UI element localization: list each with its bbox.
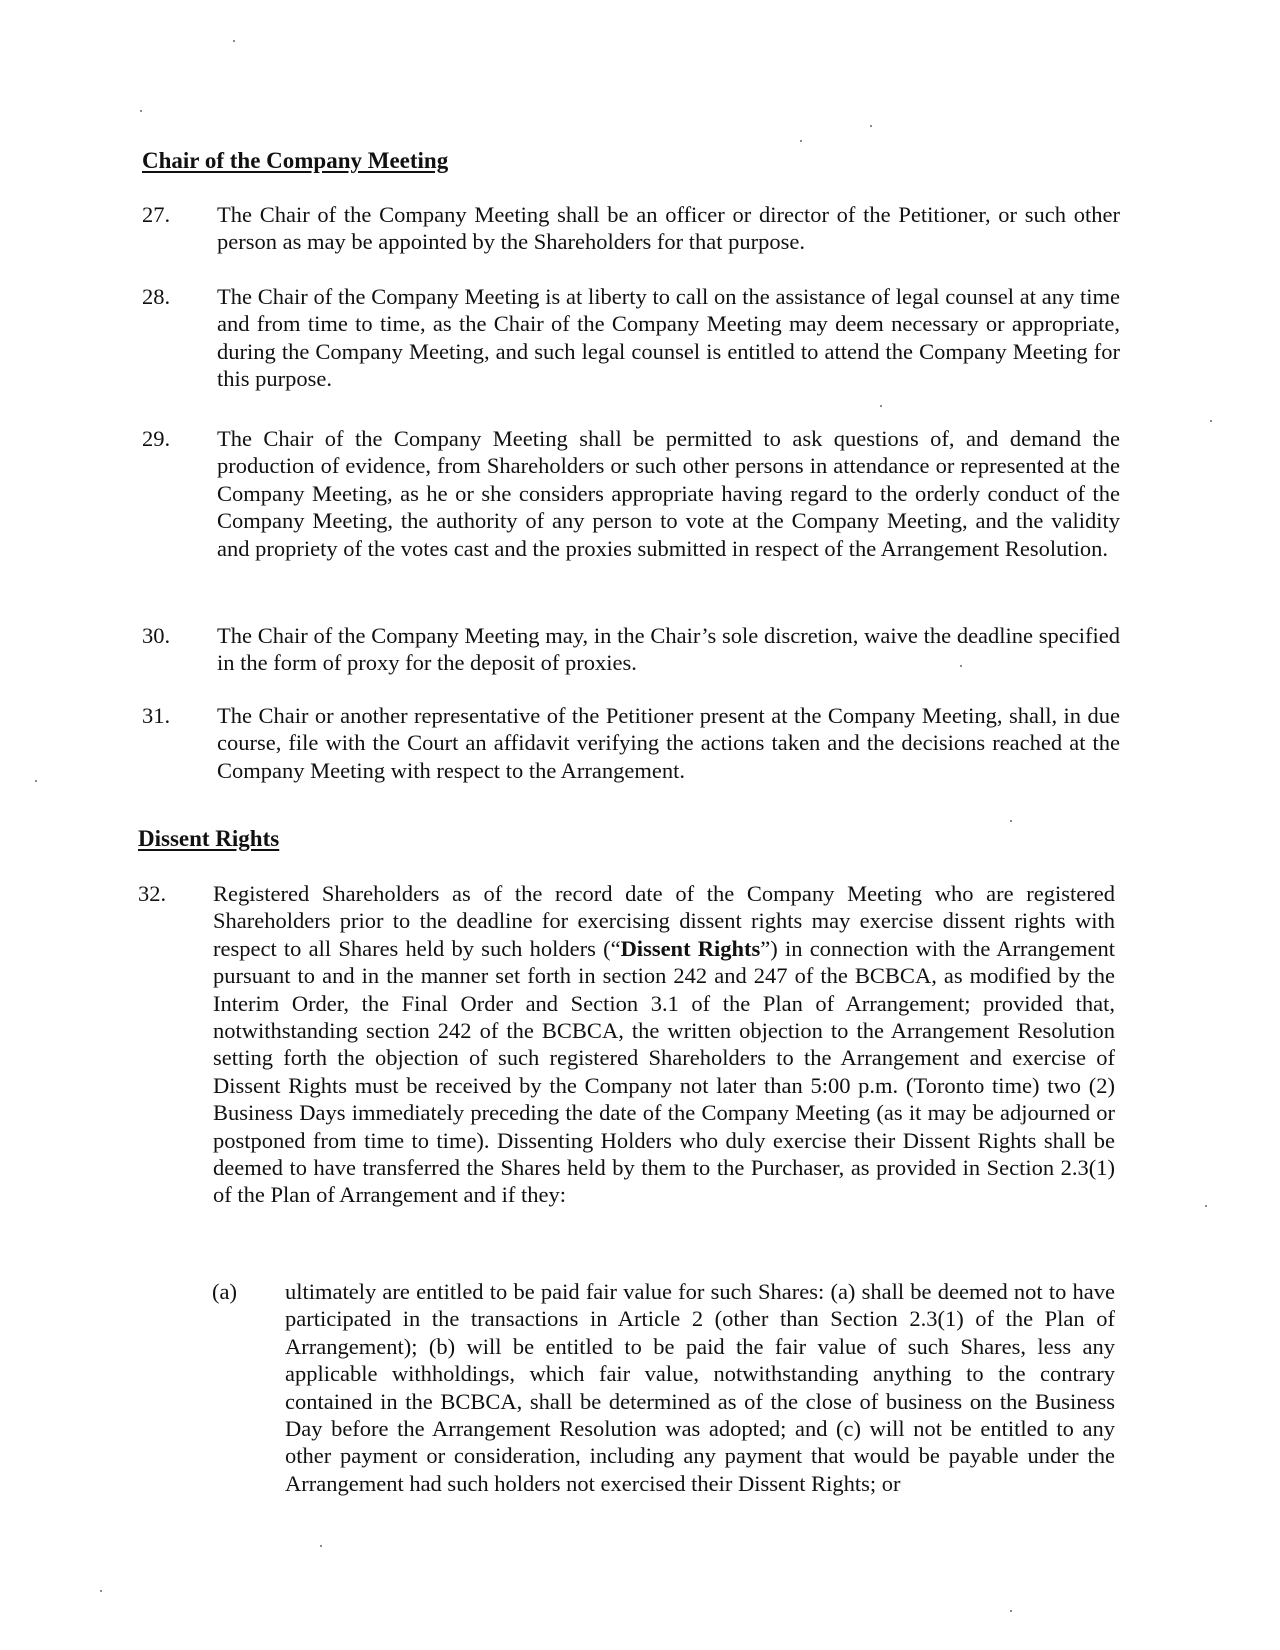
paragraph-text-after: ”) in connection with the Arrangement pursuant to and in the manner set forth in section 242 and 247 of the BCBCA, as modified by the Interim Order, the Final Order and Section 3.1 of the Plan of Arrangement; provided that, notwithstanding section 242 of the BCBCA, the written objection to the Arrangement Resolution setting forth the objection of such registered Shareholders to the Arrangement and exercise of Dissent Rights must be received by the Company not later than 5:00 p.m. (Toronto time) two (2) Business Days immediately preceding the date of the Company Meeting (as it may be adjourned or postponed from time to time). Dissenting Holders who duly exercise their Dissent Rights shall be deemed to have transferred the Shares held by them to the Purchaser, as provided in Section 2.3(1) of the Plan of Arrangement and if they:	[213, 935, 1115, 1208]
scan-speck	[100, 1590, 102, 1592]
section-heading-chair: Chair of the Company Meeting	[142, 148, 449, 173]
paragraph-text: The Chair of the Company Meeting shall be an officer or director of the Petitioner, or such other person as may be appointed by the Shareholders for that purpose.	[217, 202, 1120, 255]
paragraph-28	[142, 283, 1120, 393]
subparagraph-a	[212, 1278, 1115, 1497]
scan-speck	[140, 110, 142, 112]
paragraph-29	[142, 425, 1120, 562]
paragraph-27	[142, 201, 1120, 256]
paragraph-number: 32.	[138, 881, 167, 906]
paragraph-text: The Chair of the Company Meeting is at liberty to call on the assistance of legal counsel at any time and from time to time, as the Chair of the Company Meeting may deem necessary or appropriate, during the Company Meeting, and such legal counsel is entitled to attend the Company Meeting for this purpose.	[217, 284, 1120, 392]
paragraph-30	[142, 622, 1120, 677]
paragraph-32	[138, 880, 1115, 1209]
scan-speck	[1205, 1205, 1207, 1207]
scan-speck	[233, 40, 235, 42]
scan-speck	[800, 140, 802, 142]
paragraph-number: 30.	[142, 623, 171, 648]
paragraph-number: 29.	[142, 426, 171, 451]
paragraph-text-before: Registered Shareholders as of the record date of the Company Meeting who are registered Shareholders prior to the deadline for exercising dissent rights may exercise dissent rights with respect to all Shares held by such holders (“	[213, 881, 1115, 961]
paragraph-number: 28.	[142, 284, 171, 309]
subparagraph-label: (a)	[212, 1279, 237, 1304]
scan-speck	[320, 1545, 322, 1547]
paragraph-number: 31.	[142, 703, 171, 728]
paragraph-text: The Chair or another representative of the Petitioner present at the Company Meeting, shall, in due course, file with the Court an affidavit verifying the actions taken and the decisions reached at the Company Meeting with respect to the Arrangement.	[217, 703, 1120, 783]
paragraph-text: The Chair of the Company Meeting shall be permitted to ask questions of, and demand the production of evidence, from Shareholders or such other persons in attendance or represented at the Company Meeting, as he or she considers appropriate having regard to the orderly conduct of the Company Meeting, the authority of any person to vote at the Company Meeting, and the validity and propriety of the votes cast and the proxies submitted in respect of the Arrangement Resolution.	[217, 426, 1120, 561]
defined-term-dissent-rights: Dissent Rights	[620, 935, 761, 961]
paragraph-31	[142, 702, 1120, 784]
paragraph-text: The Chair of the Company Meeting may, in the Chair’s sole discretion, waive the deadline specified in the form of proxy for the deposit of proxies.	[217, 623, 1120, 676]
subparagraph-text: ultimately are entitled to be paid fair value for such Shares: (a) shall be deemed not to have participated in the transactions in Article 2 (other than Section 2.3(1) of the Plan of Arrangement); (b) will be entitled to be paid the fair value of such Shares, less any applicable withholdings, which fair value, notwithstanding anything to the contrary contained in the BCBCA, shall be determined as of the close of business on the Business Day before the Arrangement Resolution was adopted; and (c) will not be entitled to any other payment or consideration, including any payment that would be payable under the Arrangement had such holders not exercised their Dissent Rights; or	[285, 1279, 1115, 1496]
scan-speck	[1010, 1610, 1012, 1612]
scan-speck	[870, 125, 872, 127]
paragraph-number: 27.	[142, 202, 171, 227]
section-heading-dissent-rights: Dissent Rights	[138, 826, 280, 851]
scan-speck	[880, 405, 882, 407]
scan-speck	[1210, 420, 1212, 422]
scan-speck	[35, 780, 37, 782]
scan-speck	[1010, 820, 1012, 822]
